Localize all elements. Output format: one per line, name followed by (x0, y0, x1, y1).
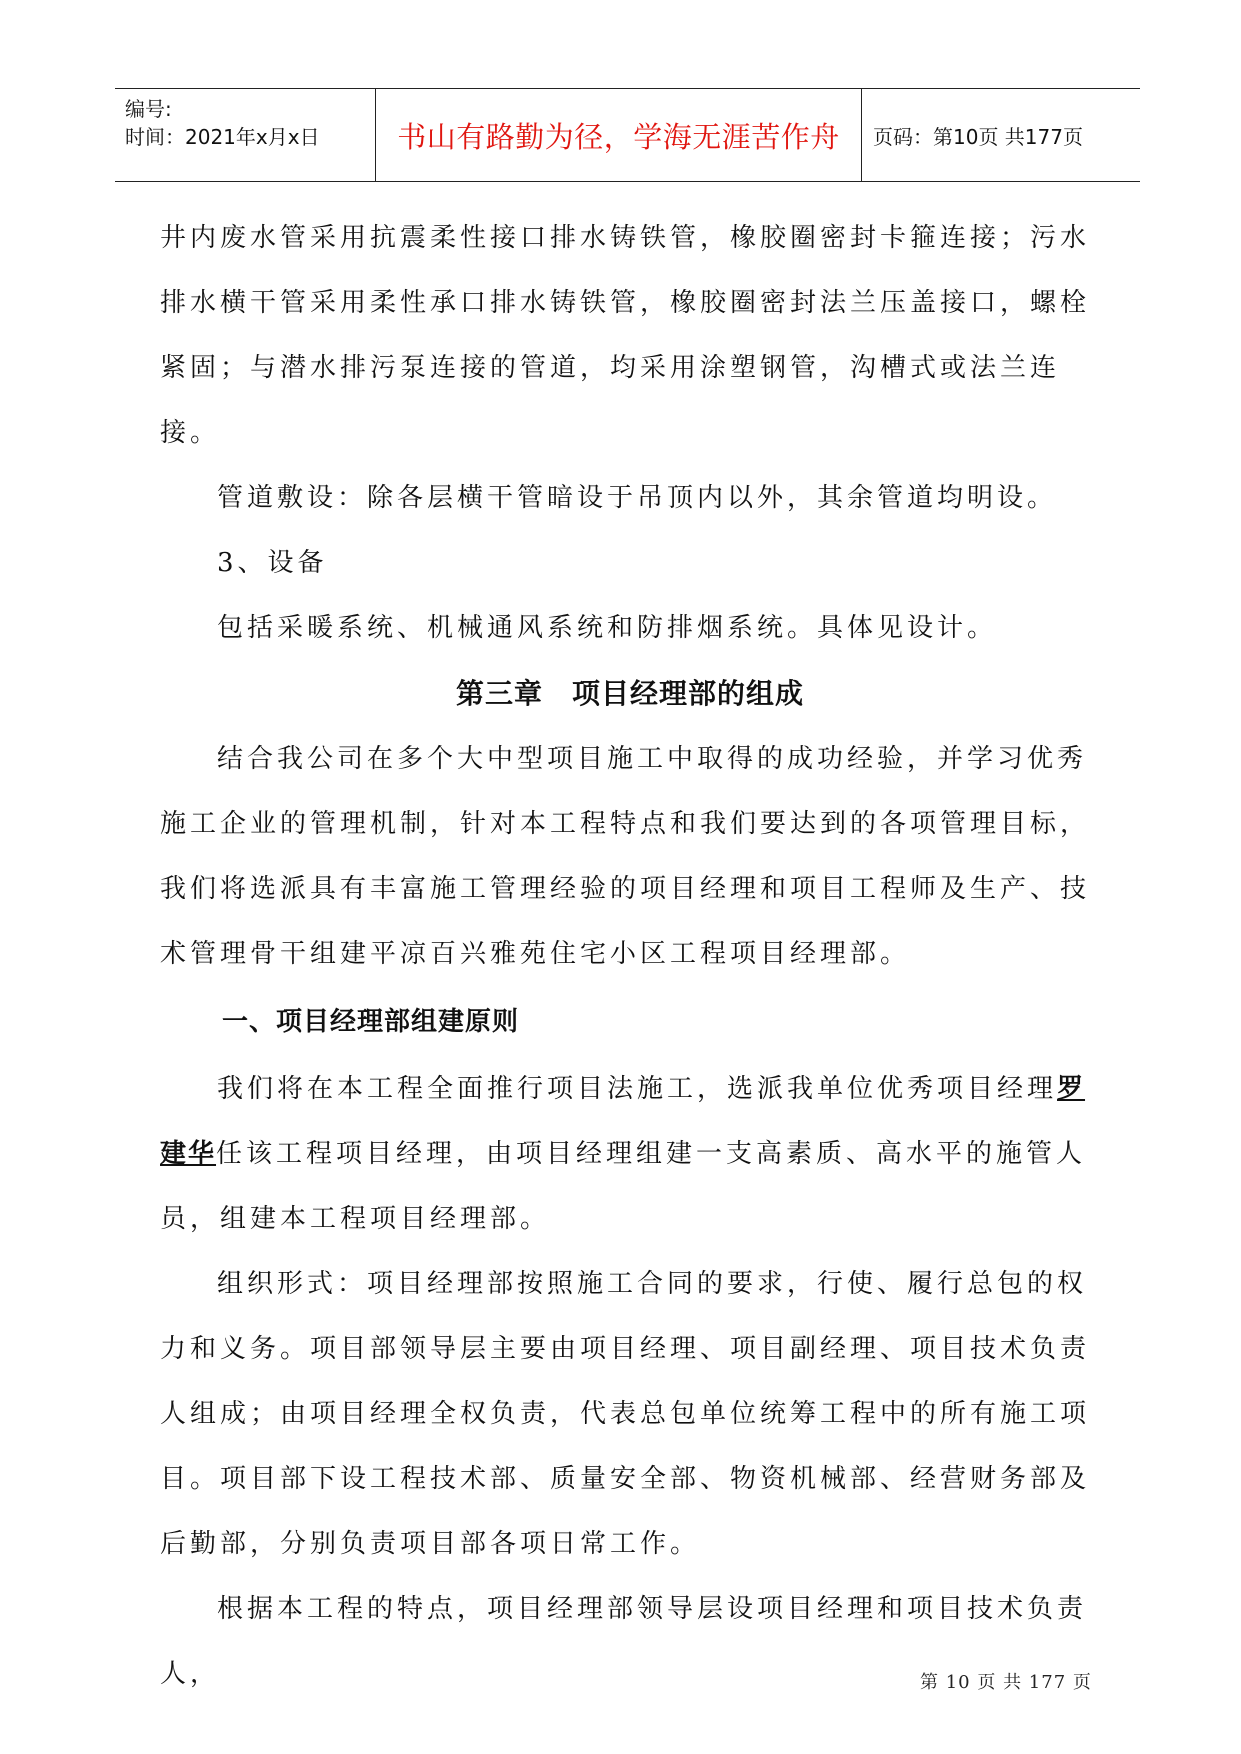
heading-equipment: 3、设备 (217, 548, 328, 578)
manager-name: 罗建华 (160, 1074, 1086, 1169)
page-header (115, 88, 1140, 182)
paragraph-manager (160, 1057, 1100, 1252)
document-body (160, 206, 1100, 1707)
header-meta (125, 95, 385, 151)
document-time-label: 时间：2021年x月x日 (125, 125, 320, 149)
manager-text-after: 任该工程项目经理，由项目经理组建一支高素质、高水平的施管人员，组建本工程项目经理部。 (160, 1139, 1087, 1234)
section-title: 一、项目经理部组建原则 (222, 1007, 520, 1037)
page-footer: 第 10 页 共 177 页 (920, 1672, 1092, 1693)
paragraph-equipment: 包括采暖系统、机械通风系统和防排烟系统。具体见设计。 (217, 613, 998, 643)
header-page-number: 页码：第10页 共177页 (873, 124, 1083, 149)
paragraph-drainage-pipes: 井内废水管采用抗震柔性接口排水铸铁管，橡胶圈密封卡箍连接；污水排水横干管采用柔性承口排水铸铁管，橡胶圈密封法兰压盖接口，螺栓紧固；与潜水排污泵连接的管道，均采用涂塑钢管，沟槽式或法兰连接。 (160, 223, 1091, 448)
paragraph-pipe-laying: 管道敷设：除各层横干管暗设于吊顶内以外，其余管道均明设。 (217, 483, 1058, 513)
paragraph-leadership: 根据本工程的特点，项目经理部领导层设项目经理和项目技术负责人， (160, 1594, 1088, 1689)
document-number-label: 编号: (125, 97, 172, 121)
paragraph-intro: 结合我公司在多个大中型项目施工中取得的成功经验，并学习优秀施工企业的管理机制，针对本工程特点和我们要达到的各项管理目标，我们将选派具有丰富施工管理经验的项目经理和项目工程师及生产、技术管理骨干组建平凉百兴雅苑住宅小区工程项目经理部。 (160, 744, 1091, 969)
header-motto: 书山有路勤为径，学海无涯苦作舟 (397, 119, 840, 154)
chapter-title: 第三章 项目经理部的组成 (455, 677, 804, 710)
manager-text-before: 我们将在本工程全面推行项目法施工，选派我单位优秀项目经理 (217, 1074, 1058, 1104)
paragraph-organization: 组织形式：项目经理部按照施工合同的要求，行使、履行总包的权力和义务。项目部领导层主要由项目经理、项目副经理、项目技术负责人组成；由项目经理全权负责，代表总包单位统筹工程中的所有施工项目。项目部下设工程技术部、质量安全部、物资机械部、经营财务部及后勤部，分别负责项目部各项日常工作。 (160, 1269, 1091, 1559)
header-motto-cell (375, 89, 862, 181)
